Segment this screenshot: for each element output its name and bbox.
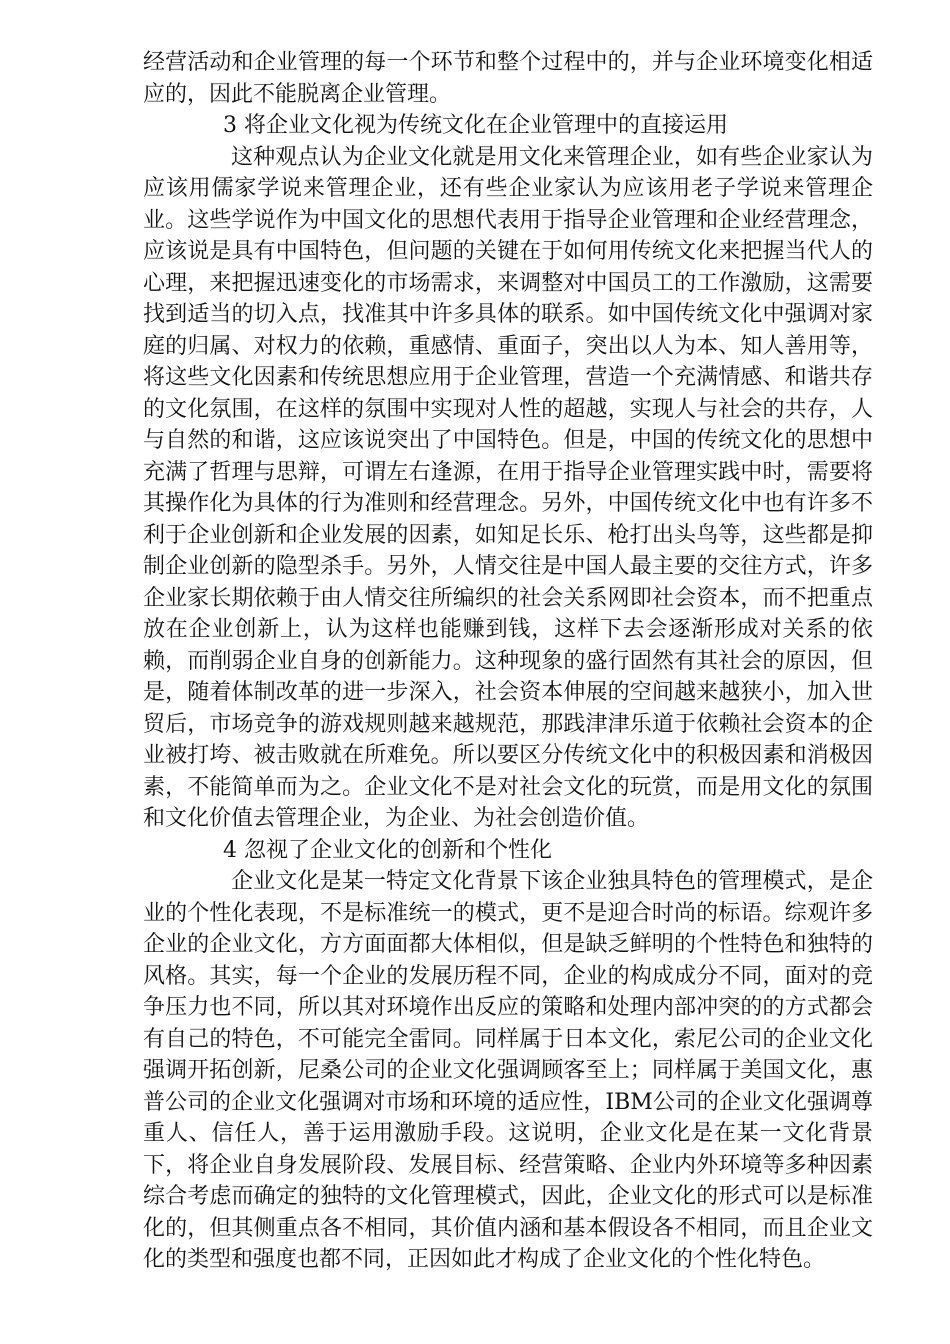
paragraph-section-4: 企业文化是某一特定文化背景下该企业独具特色的管理模式，是企业的个性化表现，不是标准统一的模式，更不是迎合时尚的标语。综观许多企业的企业文化，方方面面都大体相似，但是缺乏鲜明的个性特色和独特的风格。其实，每一个企业的发展历程不同，企业的构成成分不同，面对的竞争压力也不同，所以其对环境作出反应的策略和处理内部冲突的的方式都会有自己的特色，不可能完全雷同。同样属于日本文化，索尼公司的企业文化强调开拓创新，尼桑公司的企业文化强调顾客至上；同样属于美国文化，惠普公司的企业文化强调对市场和环境的适应性，IBM公司的企业文化强调尊重人、信任人，善于运用激励手段。这说明，企业文化是在某一文化背景下，将企业自身发展阶段、发展目标、经营策略、企业内外环境等多种因素综合考虑而确定的独特的文化管理模式，因此，企业文化的形式可以是标准化的，但其侧重点各不相同，其价值内涵和基本假设各不相同，而且企业文化的类型和强度也都不同，正因如此才构成了企业文化的个性化特色。: [143, 869, 873, 1272]
paragraph-continuation: 经营活动和企业管理的每一个环节和整个过程中的，并与企业环境变化相适应的，因此不能脱离企业管理。: [143, 50, 873, 107]
section-heading-3: 3 将企业文化视为传统文化在企业管理中的直接运用: [223, 113, 728, 138]
document-page: [143, 47, 873, 1276]
paragraph-section-3: 这种观点认为企业文化就是用文化来管理企业，如有些企业家认为应该用儒家学说来管理企业，还有些企业家认为应该用老子学说来管理企业。这些学说作为中国文化的思想代表用于指导企业管理和企业经营理念，应该说是具有中国特色，但问题的关键在于如何用传统文化来把握当代人的心理，来把握迅速变化的市场需求，来调整对中国员工的工作激励，这需要找到适当的切入点，找准其中许多具体的联系。如中国传统文化中强调对家庭的归属、对权力的依赖，重感情、重面子，突出以人为本、知人善用等，将这些文化因素和传统思想应用于企业管理，营造一个充满情感、和谐共存的文化氛围，在这样的氛围中实现对人性的超越，实现人与社会的共存，人与自然的和谐，这应该说突出了中国特色。但是，中国的传统文化的思想中充满了哲理与思辩，可谓左右逢源，在用于指导企业管理实践中时，需要将其操作化为具体的行为准则和经营理念。另外，中国传统文化中也有许多不利于企业创新和企业发展的因素，如知足长乐、枪打出头鸟等，这些都是抑制企业创新的隐型杀手。另外，人情交往是中国人最主要的交往方式，许多企业家长期依赖于由人情交往所编织的社会关系网即社会资本，而不把重点放在企业创新上，认为这样也能赚到钱，这样下去会逐渐形成对关系的依赖，而削弱企业自身的创新能力。这种现象的盛行固然有其社会的原因，但是，随着体制改革的进一步深入，社会资本伸展的空间越来越狭小，加入世贸后，市场竞争的游戏规则越来越规范，那践津津乐道于依赖社会资本的企业被打垮、被击败就在所难免。所以要区分传统文化中的积极因素和消极因素，不能简单而为之。企业文化不是对社会文化的玩赏，而是用文化的氛围和文化价值去管理企业，为企业、为社会创造价值。: [143, 144, 873, 831]
section-heading-4: 4 忽视了企业文化的创新和个性化: [223, 837, 552, 863]
